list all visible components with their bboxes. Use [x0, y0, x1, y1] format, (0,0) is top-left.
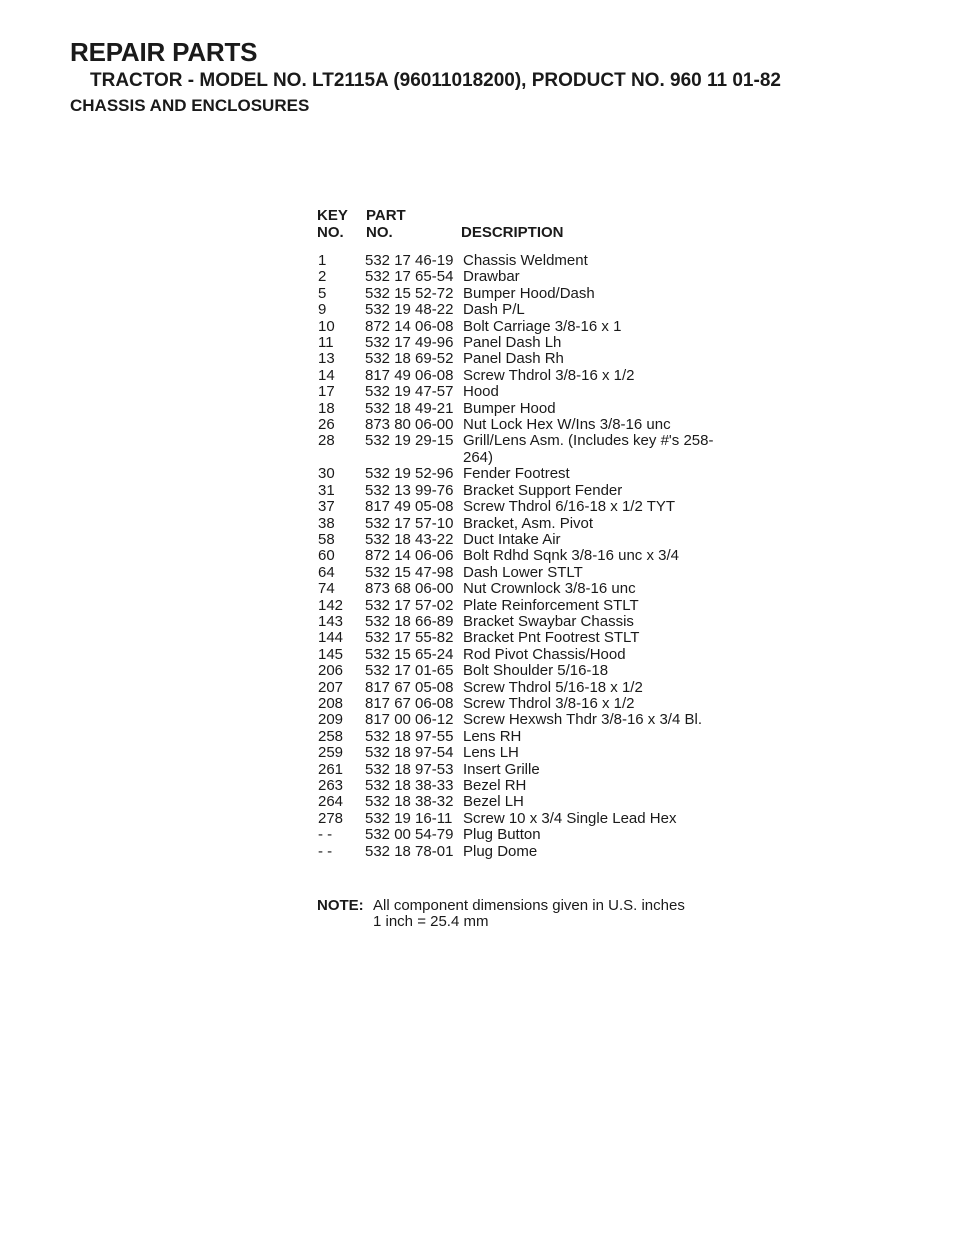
table-row	[317, 630, 757, 646]
part-no-cell: 532 19 47-57	[365, 383, 454, 401]
model-subtitle: TRACTOR - MODEL NO. LT2115A (96011018200), PRODUCT NO. 960 11 01-82	[90, 70, 781, 91]
key-no-cell: 145	[318, 645, 344, 663]
table-row	[317, 696, 757, 712]
description-cell: Dash P/L	[463, 301, 525, 319]
key-no-cell: 259	[318, 744, 344, 762]
part-no-cell: 817 00 06-12	[365, 711, 454, 729]
parts-table-header	[317, 207, 757, 244]
table-row	[317, 598, 757, 614]
description-cell: Bezel RH	[463, 777, 527, 794]
description-cell: Bumper Hood	[463, 399, 556, 417]
key-no-cell: 11	[318, 334, 334, 352]
table-row	[317, 302, 757, 318]
table-row	[317, 351, 757, 367]
part-no-cell: 873 68 06-00	[365, 580, 454, 598]
description-cell: Bracket, Asm. Pivot	[463, 514, 594, 532]
key-no-cell: 2	[318, 268, 327, 286]
description-cell: Insert Grille	[463, 760, 540, 778]
description-cell: Bolt Shoulder 5/16-18	[463, 662, 609, 680]
key-no-cell: 64	[318, 563, 335, 581]
part-no-cell: 532 17 01-65	[365, 662, 454, 680]
part-no-cell: 532 15 47-98	[365, 563, 454, 581]
table-row	[317, 712, 757, 728]
section-heading: CHASSIS AND ENCLOSURES	[70, 96, 310, 115]
part-no-cell: 532 13 99-76	[365, 481, 454, 499]
table-row	[317, 417, 757, 433]
key-no-cell: 261	[318, 760, 344, 778]
table-row	[317, 433, 757, 466]
key-no-cell: - -	[318, 842, 333, 860]
part-no-cell: 532 19 52-96	[365, 465, 454, 483]
parts-table-body	[317, 253, 757, 860]
part-no-cell: 872 14 06-08	[365, 317, 454, 335]
key-no-cell: 209	[318, 711, 344, 729]
table-row	[317, 384, 757, 400]
part-no-cell: 532 15 52-72	[365, 284, 454, 302]
description-header: DESCRIPTION	[461, 224, 564, 241]
key-no-cell: 206	[318, 662, 344, 680]
table-row	[317, 762, 757, 778]
table-row	[317, 499, 757, 515]
table-row	[317, 319, 757, 335]
description-cell: Bezel LH	[463, 793, 524, 811]
key-no-cell: 58	[318, 530, 335, 548]
part-no-cell: 872 14 06-06	[365, 547, 454, 565]
part-no-cell: 873 80 06-00	[365, 416, 454, 434]
part-no-cell: 817 67 05-08	[365, 678, 454, 696]
table-row	[317, 663, 757, 679]
description-cell: Duct Intake Air	[463, 530, 561, 548]
note	[317, 898, 685, 931]
table-row	[317, 532, 757, 548]
key-no-cell: 207	[318, 678, 344, 696]
description-cell: Screw Thdrol 5/16-18 x 1/2	[463, 678, 643, 696]
description-cell: Grill/Lens Asm. (Includes key #'s 258-264)	[463, 432, 714, 466]
table-row	[317, 401, 757, 417]
table-row	[317, 466, 757, 482]
table-row	[317, 335, 757, 351]
description-cell: Fender Footrest	[463, 465, 570, 483]
description-cell: Hood	[463, 383, 499, 401]
part-no-cell: 532 18 97-53	[365, 760, 454, 778]
description-cell: Screw 10 x 3/4 Single Lead Hex	[463, 809, 677, 827]
part-no-cell: 817 67 06-08	[365, 694, 454, 712]
table-row	[317, 794, 757, 810]
key-no-cell: 144	[318, 629, 344, 647]
description-cell: Rod Pivot Chassis/Hood	[463, 645, 626, 663]
note-label: NOTE:	[317, 897, 364, 914]
key-no-cell: 60	[318, 547, 335, 565]
key-no-cell: 278	[318, 809, 344, 827]
key-no-cell: 26	[318, 416, 335, 434]
description-cell: Panel Dash Lh	[463, 334, 562, 352]
key-no-cell: 14	[318, 366, 335, 384]
part-no-cell: 532 15 65-24	[365, 645, 454, 663]
page-title: REPAIR PARTS	[70, 37, 258, 67]
key-no-cell: 13	[318, 350, 335, 368]
key-no-cell: 74	[318, 580, 335, 598]
part-no-cell: 532 18 43-22	[365, 530, 454, 548]
table-row	[317, 581, 757, 597]
part-no-header: PART NO.	[366, 207, 406, 241]
key-no-cell: 1	[318, 252, 327, 269]
part-no-cell: 532 18 49-21	[365, 399, 454, 417]
table-row	[317, 745, 757, 761]
table-row	[317, 778, 757, 794]
description-cell: Bumper Hood/Dash	[463, 284, 595, 302]
part-no-cell: 817 49 06-08	[365, 366, 454, 384]
part-no-cell: 532 17 57-10	[365, 514, 454, 532]
description-cell: Bracket Swaybar Chassis	[463, 612, 634, 630]
description-cell: Drawbar	[463, 268, 520, 286]
key-no-cell: 143	[318, 612, 344, 630]
table-row	[317, 647, 757, 663]
description-cell: Screw Thdrol 6/16-18 x 1/2 TYT	[463, 498, 676, 516]
description-cell: Nut Lock Hex W/Ins 3/8-16 unc	[463, 416, 671, 434]
parts-table	[317, 207, 757, 860]
key-no-cell: 5	[318, 284, 327, 302]
note-text	[373, 898, 685, 931]
description-cell: Panel Dash Rh	[463, 350, 564, 368]
description-cell: Plug Button	[463, 826, 541, 844]
part-no-cell: 532 17 55-82	[365, 629, 454, 647]
description-cell: Bracket Pnt Footrest STLT	[463, 629, 640, 647]
key-no-cell: - -	[318, 826, 333, 844]
part-no-cell: 532 17 49-96	[365, 334, 454, 352]
key-no-cell: 38	[318, 514, 335, 532]
key-no-cell: 264	[318, 793, 344, 811]
part-no-cell: 532 18 97-54	[365, 744, 454, 762]
part-no-cell: 532 18 66-89	[365, 612, 454, 630]
part-no-cell: 532 18 69-52	[365, 350, 454, 368]
key-no-cell: 31	[318, 481, 335, 499]
part-no-cell: 532 18 38-33	[365, 777, 454, 794]
table-row	[317, 253, 757, 269]
key-no-cell: 28	[318, 432, 335, 450]
key-no-cell: 18	[318, 399, 335, 417]
description-cell: Nut Crownlock 3/8-16 unc	[463, 580, 636, 598]
description-cell: Dash Lower STLT	[463, 563, 583, 581]
part-no-cell: 532 17 46-19	[365, 252, 454, 269]
description-cell: Chassis Weldment	[463, 252, 588, 269]
table-row	[317, 565, 757, 581]
key-no-cell: 10	[318, 317, 335, 335]
key-no-cell: 9	[318, 301, 327, 319]
part-no-cell: 532 00 54-79	[365, 826, 454, 844]
part-no-cell: 532 19 29-15	[365, 432, 454, 450]
table-row	[317, 286, 757, 302]
key-no-cell: 208	[318, 694, 344, 712]
key-no-header: KEY NO.	[317, 207, 348, 241]
description-cell: Bracket Support Fender	[463, 481, 623, 499]
part-no-cell: 532 17 57-02	[365, 596, 454, 614]
key-no-cell: 17	[318, 383, 335, 401]
key-no-cell: 30	[318, 465, 335, 483]
description-cell: Lens LH	[463, 744, 519, 762]
table-row	[317, 614, 757, 630]
description-cell: Bolt Rdhd Sqnk 3/8-16 unc x 3/4	[463, 547, 679, 565]
part-no-cell: 532 17 65-54	[365, 268, 454, 286]
part-no-cell: 532 19 16-11	[365, 809, 453, 827]
table-row	[317, 269, 757, 285]
table-row	[317, 680, 757, 696]
key-no-cell: 142	[318, 596, 344, 614]
part-no-cell: 817 49 05-08	[365, 498, 454, 516]
part-no-cell: 532 18 97-55	[365, 727, 454, 745]
key-no-cell: 263	[318, 777, 344, 794]
table-row	[317, 516, 757, 532]
key-no-cell: 37	[318, 498, 335, 516]
part-no-cell: 532 18 38-32	[365, 793, 454, 811]
key-no-cell: 258	[318, 727, 344, 745]
description-cell: Plate Reinforcement STLT	[463, 596, 639, 614]
description-cell: Bolt Carriage 3/8-16 x 1	[463, 317, 622, 335]
note-line-1: All component dimensions given in U.S. inches	[373, 897, 685, 914]
description-cell: Screw Thdrol 3/8-16 x 1/2	[463, 366, 635, 384]
description-cell: Screw Thdrol 3/8-16 x 1/2	[463, 694, 635, 712]
description-cell: Screw Hexwsh Thdr 3/8-16 x 3/4 Bl.	[463, 711, 702, 729]
table-row	[317, 811, 757, 827]
part-no-cell: 532 19 48-22	[365, 301, 454, 319]
table-row	[317, 368, 757, 384]
table-row	[317, 827, 757, 843]
table-row	[317, 548, 757, 564]
description-cell: Plug Dome	[463, 842, 538, 860]
note-line-2: 1 inch = 25.4 mm	[373, 913, 489, 931]
description-cell: Lens RH	[463, 727, 522, 745]
table-row	[317, 729, 757, 745]
table-row	[317, 844, 757, 860]
part-no-cell: 532 18 78-01	[365, 842, 454, 860]
table-row	[317, 483, 757, 499]
